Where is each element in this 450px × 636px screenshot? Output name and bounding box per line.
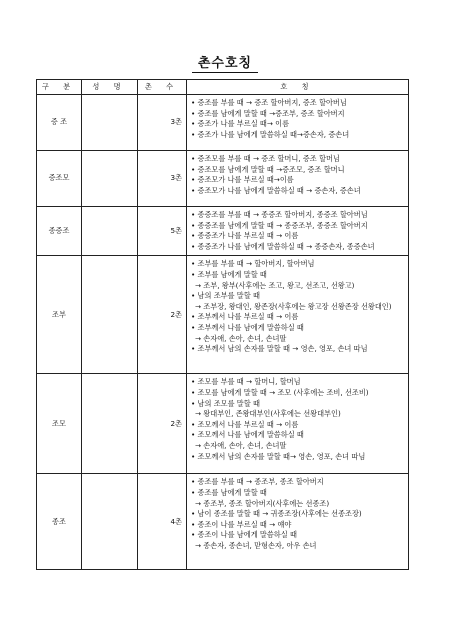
term-line: • 종조를 남에게 말할 때 [191,487,267,497]
term-line: • 증조모를 부를 때 → 증조 할머니, 증조 할머님 [191,154,340,163]
term-line: → 손자애, 손아, 손녀, 손녀딸 [195,333,287,343]
address-terms-cell [187,95,409,151]
degree-cell: 2촌 [138,256,187,374]
degree-cell: 4촌 [138,474,187,570]
relation-cell: 종조 [37,474,82,570]
document-title: 촌수호칭 [0,52,450,71]
table-row [37,256,409,374]
relation-cell: 증 조 [37,95,82,151]
relation-cell: 증조모 [37,151,82,207]
term-line: • 증조모가 나를 부르실 때→이름 [191,175,294,185]
term-line: → 종손자, 종손녀, 맏형손자, 아우 손녀 [195,540,317,550]
address-terms-cell [187,474,409,570]
kinship-table [36,79,409,570]
term-line: • 증조를 남에게 말할 때 →증조부, 증조 할아버지 [191,108,345,118]
name-cell [82,95,138,151]
term-line: • 남이 종조를 말할 때 → 귀종조장(사후에는 선종조장) [191,509,362,519]
address-terms-cell [187,256,409,374]
term-line: • 종증조가 나를 남에게 말씀하실 때 → 종증손자, 종증손녀 [191,241,375,251]
term-line: • 남의 조부를 말할 때 [191,291,260,301]
term-line: → 종조부, 종조 할아버지(사후에는 선종조) [195,498,330,508]
table-row [37,374,409,474]
term-line: • 남의 조모를 말할 때 [191,398,260,408]
term-line: • 조모께서 나를 부르실 때 → 이름 [191,419,299,429]
address-terms-cell [187,374,409,474]
degree-cell: 3촌 [138,151,187,207]
relation-cell: 조모 [37,374,82,474]
name-cell [82,374,138,474]
term-line: • 조부를 남에게 말할 때 [191,269,267,279]
term-line: → 조부장, 왕대인, 왕존장(사후에는 왕고장 선왕존장 선왕대인) [195,301,392,311]
name-cell [82,151,138,207]
name-cell [82,207,138,256]
degree-cell: 3촌 [138,95,187,151]
name-cell [82,474,138,570]
term-line: • 조모께서 남의 손자를 말할 때→ 영손, 영포, 손녀 따님 [191,451,366,461]
term-line: • 증조를 부를 때 → 증조 할아버지, 증조 할아버님 [191,98,347,107]
table-row [37,95,409,151]
term-line: • 종조이 나를 남에게 말씀하실 때 [191,530,297,540]
term-line: → 왕대부인, 존왕대부인(사후에는 선왕대부인) [195,409,341,419]
header-address-terms: 호 칭 [187,80,409,95]
term-line: • 종증조가 나를 부르실 때 → 이름 [191,231,299,241]
term-line: • 종조를 부를 때 → 종조부, 종조 할아버지 [191,477,324,487]
table-row [37,207,409,256]
table-header-row [37,80,409,95]
term-line: • 조부께서 나를 부르실 때 → 이름 [191,312,299,322]
term-line: • 종증조를 남에게 말할 때 → 종증조부, 종증조 할아버지 [191,220,368,230]
header-name: 성 명 [82,80,138,95]
term-line: • 증조가 나를 남에게 말씀하실 때→증손자, 증손녀 [191,129,350,139]
header-degree: 촌 수 [138,80,187,95]
term-line: → 손자애, 손아, 손녀, 손녀딸 [195,440,287,450]
term-line: • 조모를 남에게 말할 때 → 조모 (사후에는 조비, 선조비) [191,387,369,397]
term-line: • 조부께서 남의 손자를 말할 때 → 영손, 영포, 손녀 따님 [191,344,368,354]
term-line: • 종조이 나를 부르실 때 → 얘야 [191,519,292,529]
table-row [37,151,409,207]
term-line: → 조부, 왕부(사후에는 조고, 왕고, 선조고, 선왕고) [195,280,355,290]
term-line: • 증조모가 나를 남에게 말씀하실 때 → 증손자, 증손녀 [191,185,361,195]
header-category: 구 분 [37,80,82,95]
degree-cell: 2촌 [138,374,187,474]
term-line: • 조부께서 나를 남에게 말씀하실 때 [191,322,304,332]
name-cell [82,256,138,374]
term-line: • 조부를 부를 때 → 할아버지, 할아버님 [191,259,315,269]
relation-cell: 조부 [37,256,82,374]
term-line: • 증조모를 남에게 말할 때 →증조모, 증조 할머니 [191,164,345,174]
address-terms-cell [187,207,409,256]
term-line: • 종증조를 부를 때 → 종증조 할아버지, 종증조 할아버님 [191,210,368,219]
relation-cell: 종증조 [37,207,82,256]
term-line: • 증조가 나를 부르실 때→ 이름 [191,119,290,129]
table-row [37,474,409,570]
term-line: • 조모께서 나를 남에게 말씀하실 때 [191,430,304,440]
term-line: • 조모를 부를 때 → 할머니, 할머님 [191,377,301,387]
degree-cell: 5촌 [138,207,187,256]
address-terms-cell [187,151,409,207]
